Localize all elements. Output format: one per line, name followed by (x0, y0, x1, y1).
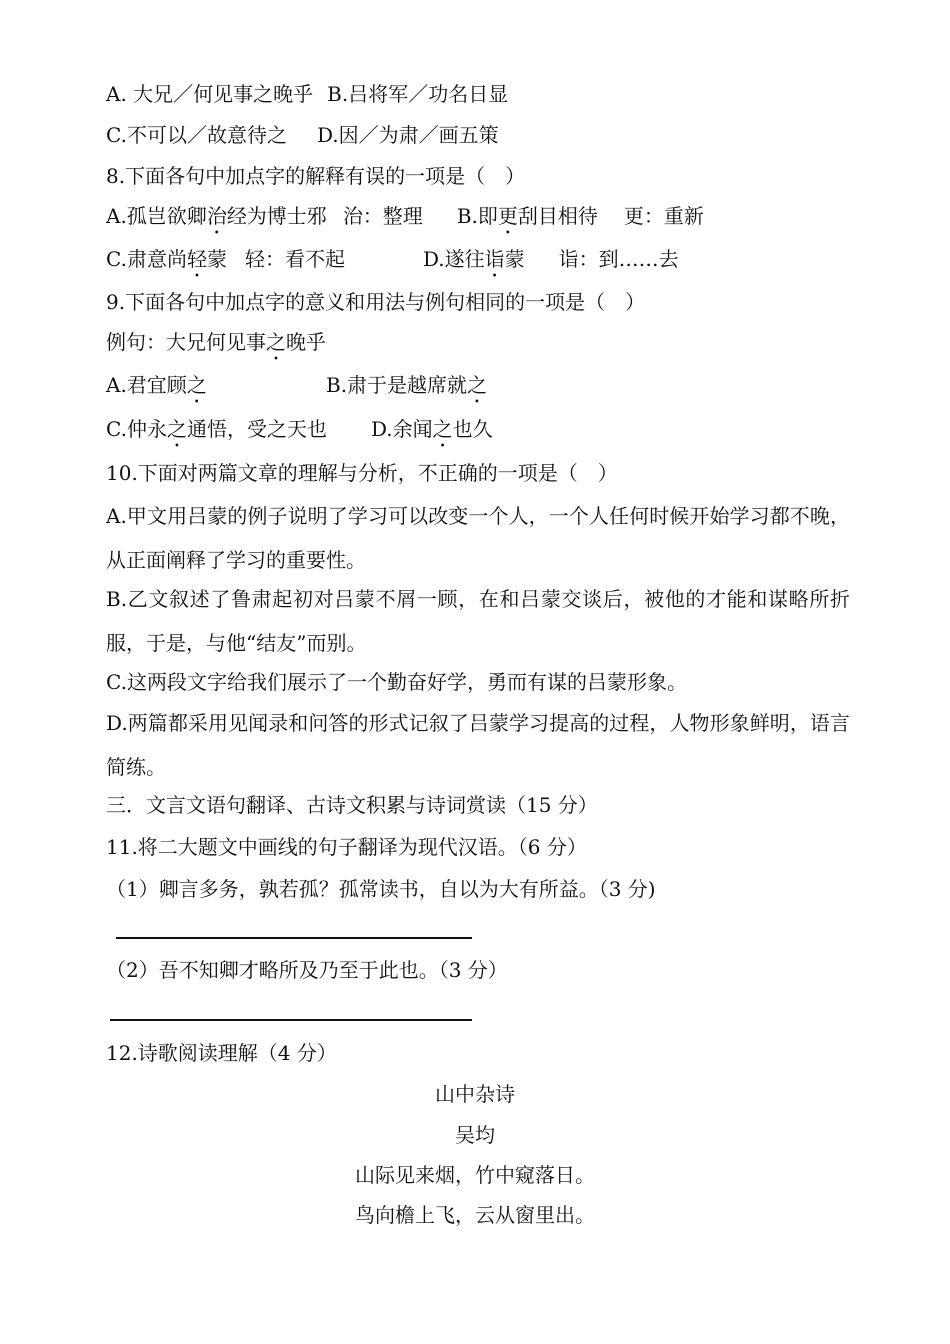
emphasis-dot-char: 轻 (186, 247, 207, 271)
q9-option-a: A.君宜顾之 (106, 373, 207, 397)
q8-gloss-b: 更：重新 (623, 204, 704, 228)
q9-stem: 9.下面各句中加点字的意义和用法与例句相同的一项是（ ） (106, 290, 646, 314)
emphasis-dot-char: 之 (166, 417, 187, 441)
q8-option-d: D.遂往诣蒙 (422, 247, 525, 271)
emphasis-dot-char: 治 (206, 204, 227, 228)
q8-options-row1 (106, 204, 704, 239)
q7-option-c: C.不可以／故意待之 (106, 123, 287, 147)
q10-option-c: C.这两段文字给我们展示了一个勤奋好学，勇而有谋的吕蒙形象。 (106, 670, 687, 694)
poem-author: 吴均 (455, 1123, 495, 1147)
emphasis-dot-char: 诣 (484, 247, 505, 271)
q7-option-a: A. 大兄／何见事之晚乎 (106, 82, 314, 106)
q8-gloss-d: 诣：到……去 (558, 247, 679, 271)
q10-stem: 10.下面对两篇文章的理解与分析，不正确的一项是（ ） (106, 461, 618, 485)
q9-option-b: B.肃于是越席就之 (326, 373, 488, 397)
q8-gloss-a: 治：整理 (342, 204, 423, 228)
q11-sentence-1: （1）卿言多务，孰若孤？孤常读书，自以为大有所益。（3 分) (106, 877, 656, 901)
q8-options-row2 (106, 247, 679, 282)
q10-option-b: B.乙文叙述了鲁肃起初对吕蒙不屑一顾，在和吕蒙交谈后，被他的才能和谋略所折服，于是，与他“结友”而别。 (106, 587, 850, 655)
q7-option-b: B.吕将军／功名日显 (327, 82, 509, 106)
answer-blank-1[interactable] (116, 937, 472, 939)
q7-options-row2 (106, 123, 499, 147)
q11-stem: 11.将二大题文中画线的句子翻译为现代汉语。（6 分） (106, 835, 587, 859)
q9-example: 例句：大兄何见事之晚乎 (106, 330, 326, 354)
emphasis-dot-char: 之 (186, 373, 207, 397)
answer-blank-2[interactable] (110, 1019, 472, 1021)
q12-stem: 12.诗歌阅读理解（4 分） (106, 1041, 337, 1065)
q8-option-a: A.孤岂欲卿治经为博士邪 (106, 204, 327, 228)
emphasis-dot-char: 之 (432, 417, 453, 441)
q8-gloss-c: 轻：看不起 (244, 247, 345, 271)
q8-option-c: C.肃意尚轻蒙 (106, 247, 227, 271)
q10-option-d: D.两篇都采用见闻录和问答的形式记叙了吕蒙学习提高的过程，人物形象鲜明，语言简练。 (106, 711, 850, 779)
q8-stem: 8.下面各句中加点字的解释有误的一项是（ ） (106, 164, 526, 188)
emphasis-dot-char: 之 (266, 330, 286, 354)
poem-line-2: 鸟向檐上飞，云从窗里出。 (355, 1203, 595, 1227)
poem-title: 山中杂诗 (435, 1082, 515, 1106)
q9-options-row1 (106, 373, 487, 408)
section-heading: 三．文言文语句翻译、古诗文积累与诗词赏读（15 分） (106, 793, 598, 817)
q9-option-c: C.仲永之通悟，受之天也 (106, 417, 327, 441)
emphasis-dot-char: 之 (467, 373, 488, 397)
q9-options-row2 (106, 417, 493, 452)
emphasis-dot-char: 更 (497, 204, 518, 228)
q7-options-row1 (106, 82, 508, 106)
q8-option-b: B.即更刮目相待 (456, 204, 598, 228)
q9-option-d: D.余闻之也久 (370, 417, 493, 441)
poem-line-1: 山际见来烟，竹中窥落日。 (355, 1163, 595, 1187)
q7-option-d: D.因／为肃／画五策 (316, 123, 499, 147)
q10-option-a: A.甲文用吕蒙的例子说明了学习可以改变一个人，一个人任何时候开始学习都不晚，从正面阐释了学习的重要性。 (106, 504, 850, 572)
q11-sentence-2: （2）吾不知卿才略所及乃至于此也。（3 分） (106, 958, 508, 982)
